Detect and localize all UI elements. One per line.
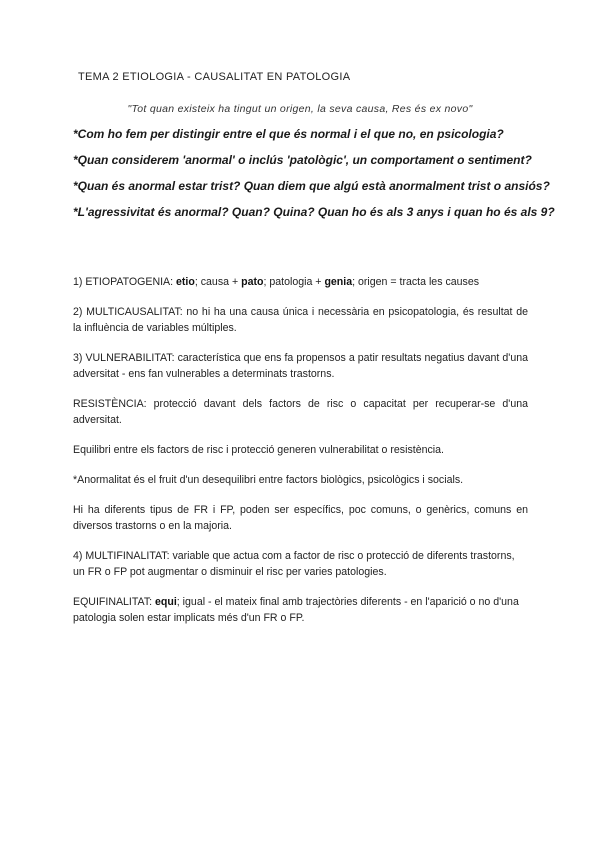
question-item: *Quan és anormal estar trist? Quan diem que algú està anormalment trist o ansiós? <box>73 179 550 193</box>
bold-term-etio: etio <box>176 276 195 288</box>
text-run: 1) ETIOPATOGENIA: <box>73 276 177 288</box>
text-run: EQUIFINALITAT: <box>73 596 156 608</box>
question-item: *Quan considerem 'anormal' o inclús 'patològic', un comportament o sentiment? <box>73 153 532 167</box>
questions-list <box>73 126 555 230</box>
text-run: ; causa + <box>194 276 242 288</box>
paragraph-etiopatogenia <box>73 274 528 290</box>
text-run: ; origen = tracta les causes <box>352 276 480 288</box>
paragraph-anormalitat: *Anormalitat és el fruit d'un desequilibri entre factors biològics, psicològics i socials. <box>73 474 464 486</box>
paragraph-vulnerabilitat: 3) VULNERABILITAT: característica que ens fa propensos a patir resultats negatius davant d'una adversitat - ens fan vulnerables a determinats trastorns. <box>73 352 528 380</box>
text-run: ; patologia + <box>263 276 325 288</box>
bold-term-pato: pato <box>241 276 264 288</box>
document-title: TEMA 2 ETIOLOGIA - CAUSALITAT EN PATOLOGIA <box>78 71 351 83</box>
paragraph-equilibri: Equilibri entre els factors de risc i protecció generen vulnerabilitat o resistència. <box>73 444 444 456</box>
paragraph-equifinalitat <box>73 594 528 626</box>
paragraph-multifinalitat: 4) MULTIFINALITAT: variable que actua com a factor de risc o protecció de diferents trastorns, un FR o FP pot augmentar o disminuir el risc per varies patologies. <box>73 550 515 578</box>
epigraph-quote: "Tot quan existeix ha tingut un origen, la seva causa, Res és ex novo" <box>127 103 473 115</box>
bold-term-equi: equi <box>155 596 177 608</box>
paragraph-multicausalitat: 2) MULTICAUSALITAT: no hi ha una causa única i necessària en psicopatologia, és resultat de la influència de variables múltiples. <box>73 306 528 334</box>
paragraph-resistencia: RESISTÈNCIA: protecció davant dels factors de risc o capacitat per recuperar-se d'una adversitat. <box>73 398 528 426</box>
bold-term-genia: genia <box>324 276 353 288</box>
question-item: *L'agressivitat és anormal? Quan? Quina? Quan ho és als 3 anys i quan ho és als 9? <box>73 205 555 219</box>
body-text <box>73 274 528 640</box>
text-run: ; igual - el mateix final amb trajectòries diferents - en l'aparició o no d'una patologia solen estar implicats més d'un FR o FP. <box>73 596 519 624</box>
paragraph-tipus: Hi ha diferents tipus de FR i FP, poden ser específics, poc comuns, o genèrics, comuns en diversos trastorns o en la majoria. <box>73 504 528 532</box>
question-item: *Com ho fem per distingir entre el que és normal i el que no, en psicologia? <box>73 127 504 141</box>
